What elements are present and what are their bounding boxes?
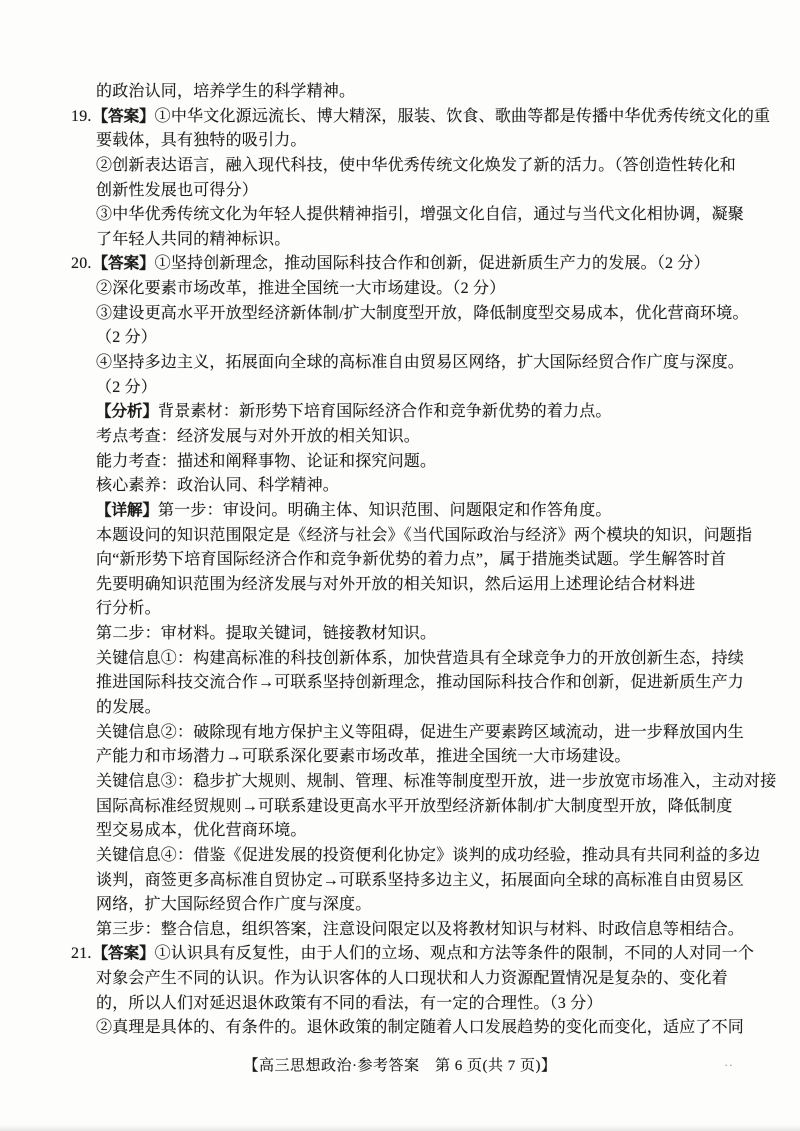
text-line <box>96 203 800 228</box>
text-line <box>96 129 800 154</box>
question-number: 21. <box>71 945 92 963</box>
text-line <box>96 721 800 746</box>
line-text: 先要明确知识范围为经济发展与对外开放的相关知识，然后运用上述理论结合材料进 <box>96 575 696 593</box>
line-text: 第三步：整合信息，组织答案，注意设问限定以及将教材知识与材料、时政信息等相结合。 <box>96 920 745 938</box>
text-line <box>96 450 800 475</box>
text-line <box>96 918 800 943</box>
line-text: 的发展。 <box>96 699 161 717</box>
line-text: 背景素材：新形势下培育国际经济合作和竞争新优势的着力点。 <box>158 403 612 421</box>
line-text: 关键信息④：借鉴《促进发展的投资便利化协定》谈判的成功经验，推动具有共同利益的多边 <box>96 846 761 864</box>
text-line <box>96 548 800 573</box>
text-line <box>96 671 800 696</box>
line-text: ②真理是具体的、有条件的。退休政策的制定随着人口发展趋势的变化而变化，适应了不同 <box>96 1019 745 1037</box>
line-text: 国际高标准经贸规则→可联系建设更高水平开放型经济新体制/扩大制度型开放，降低制度 <box>96 797 733 815</box>
text-line <box>96 154 800 179</box>
line-text: 行分析。 <box>96 600 161 618</box>
line-text: 本题设问的知识范围限定是《经济与社会》《当代国际政治与经济》两个模块的知识，问题指 <box>96 526 753 544</box>
text-line <box>96 819 800 844</box>
answer-question-line <box>71 105 800 130</box>
text-line <box>96 967 800 992</box>
line-text: ③建设更高水平开放型经济新体制/扩大制度型开放，降低制度型交易成本，优化营商环境。 <box>96 304 749 322</box>
text-line <box>96 179 800 204</box>
text-line <box>96 696 800 721</box>
text-line <box>96 474 800 499</box>
page-footer: 【高三思想政治·参考答案 第 6 页(共 7 页)】 <box>243 1057 557 1074</box>
text-line <box>96 499 800 524</box>
line-text: 了年轻人共同的精神标识。 <box>96 230 291 248</box>
text-line <box>96 277 800 302</box>
question-number: 19. <box>71 107 92 125</box>
answer-label: 【答案】 <box>92 107 155 125</box>
line-text: 向“新形势下培育国际经济合作和竞争新优势的着力点”，属于措施类试题。学生解答时首 <box>96 551 727 569</box>
answer-label: 【详解】 <box>96 501 159 519</box>
text-line <box>96 795 800 820</box>
line-text: ②创新表达语言，融入现代科技，使中华优秀传统文化焕发了新的活力。（答创造性转化和 <box>96 156 737 174</box>
line-text: 创新性发展也可得分） <box>96 181 259 199</box>
line-text: ①中华文化源远流长、博大精深，服装、饮食、歌曲等都是传播中华优秀传统文化的重 <box>154 107 771 125</box>
line-text: 关键信息②：破除现有地方保护主义等阻碍，促进生产要素跨区域流动，进一步释放国内生 <box>96 723 745 741</box>
text-line <box>96 597 800 622</box>
line-text: （2 分） <box>96 329 158 347</box>
text-line <box>96 425 800 450</box>
line-text: 第二步：审材料。提取关键词，链接教材知识。 <box>96 625 437 643</box>
line-text: 考点考查：经济发展与对外开放的相关知识。 <box>96 427 421 445</box>
text-line <box>96 80 800 105</box>
line-text: 关键信息③：稳步扩大规则、规制、管理、标准等制度型开放，进一步放宽市场准入，主动对接 <box>96 772 777 790</box>
line-text: 能力考查：描述和阐释事物、论证和探究问题。 <box>96 452 437 470</box>
text-line <box>96 992 800 1017</box>
line-text: 产能力和市场潜力→可联系深化要素市场改革，推进全国统一大市场建设。 <box>96 748 631 766</box>
line-text: 的政治认同，培养学生的科学精神。 <box>96 83 356 100</box>
text-line <box>96 844 800 869</box>
line-text: ①认识具有反复性，由于人们的立场、观点和方法等条件的限制，不同的人对同一个 <box>154 945 755 963</box>
line-text: 关键信息①：构建高标准的科技创新体系，加快营造具有全球竞争力的开放创新生态，持续 <box>96 649 745 667</box>
line-text: 推进国际科技交流合作→可联系坚持创新理念，推动国际科技合作和创新，促进新质生产力 <box>96 674 745 692</box>
answer-question-line <box>71 252 800 277</box>
line-text: 核心素养：政治认同、科学精神。 <box>96 477 340 495</box>
line-text: 网络，扩大国际经贸合作广度与深度。 <box>96 896 372 914</box>
text-line <box>96 400 800 425</box>
text-line <box>96 1016 800 1041</box>
text-line <box>96 893 800 918</box>
answer-question-line <box>71 942 800 967</box>
text-line <box>96 351 800 376</box>
scan-artifact-dots: .. <box>724 1054 734 1069</box>
line-text: ②深化要素市场改革，推进全国统一大市场建设。（2 分） <box>96 280 506 298</box>
answer-label: 【答案】 <box>92 255 155 273</box>
answer-label: 【分析】 <box>96 403 159 421</box>
answer-label: 【答案】 <box>92 945 155 963</box>
line-text: 型交易成本，优化营商环境。 <box>96 822 307 840</box>
text-line <box>96 376 800 401</box>
line-text: ①坚持创新理念，推动国际科技合作和创新，促进新质生产力的发展。（2 分） <box>154 255 710 273</box>
text-line <box>96 647 800 672</box>
line-text: 要载体，具有独特的吸引力。 <box>96 132 307 150</box>
text-line <box>96 745 800 770</box>
text-line <box>96 302 800 327</box>
line-text: ④坚持多边主义，拓展面向全球的高标准自由贸易区网络，扩大国际经贸合作广度与深度。 <box>96 354 745 372</box>
page-bottom-edge <box>0 1125 800 1131</box>
line-text: 谈判，商签更多高标准自贸协定→可联系坚持多边主义，拓展面向全球的高标准自由贸易区 <box>96 871 745 889</box>
question-number: 20. <box>71 255 92 273</box>
text-line <box>96 770 800 795</box>
line-text: ③中华优秀传统文化为年轻人提供精神指引，增强文化自信，通过与当代文化相协调，凝聚 <box>96 206 745 224</box>
text-line <box>96 326 800 351</box>
text-line <box>96 869 800 894</box>
line-text: （2 分） <box>96 378 158 396</box>
line-text: 第一步：审设问。明确主体、知识范围、问题限定和作答角度。 <box>158 501 612 519</box>
text-line <box>96 622 800 647</box>
text-line <box>96 228 800 253</box>
line-text: 对象会产生不同的认识。作为认识客体的人口现状和人力资源配置情况是复杂的、变化着 <box>96 970 728 988</box>
line-text: 的，所以人们对延迟退休政策有不同的看法，有一定的合理性。（3 分） <box>96 994 603 1012</box>
text-line <box>96 524 800 549</box>
text-line <box>96 573 800 598</box>
